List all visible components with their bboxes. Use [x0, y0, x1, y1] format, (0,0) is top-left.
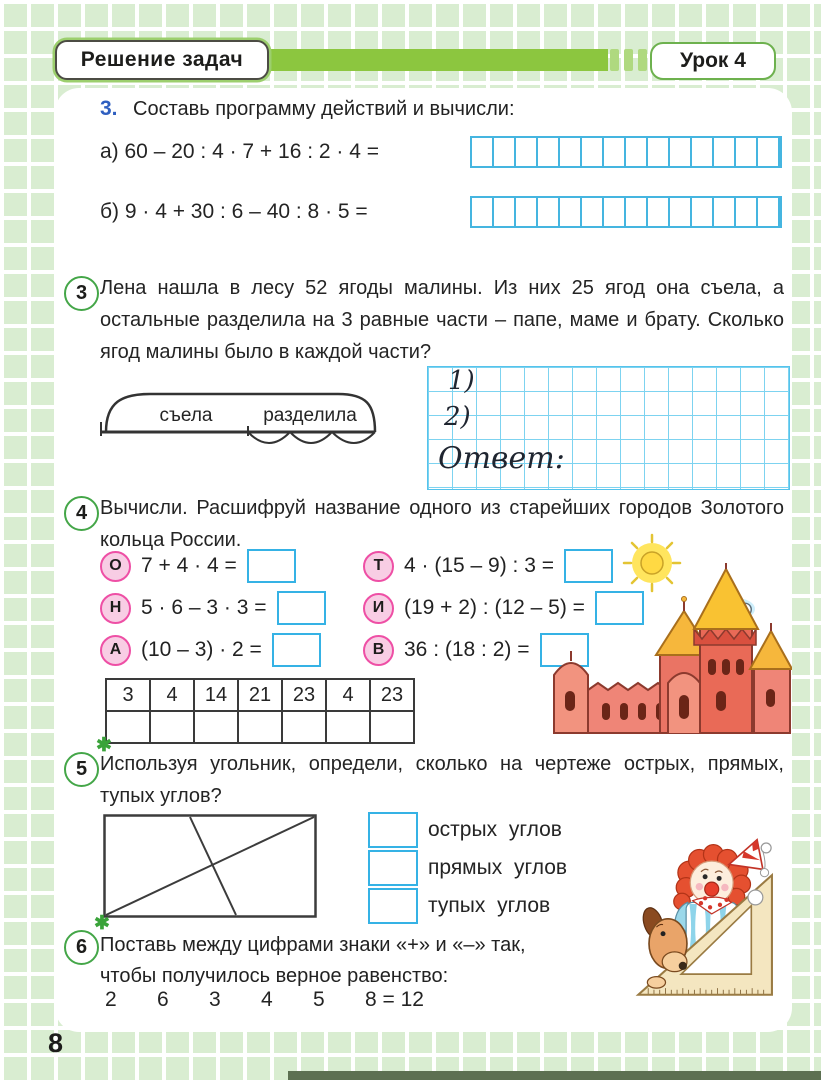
equation-row [100, 591, 326, 625]
answer-box-A[interactable] [272, 633, 321, 667]
table-answer-cell[interactable] [150, 711, 194, 743]
task5-number-circle [64, 752, 99, 787]
table-answer-cell[interactable] [106, 711, 150, 743]
decode-table [105, 678, 415, 744]
diagram-label-divided: разделила [263, 405, 357, 426]
header-dash-icon [624, 49, 633, 71]
task3-number: 3. [100, 97, 118, 120]
table-cell: 4 [326, 679, 370, 711]
letter-badge-I: И [363, 593, 394, 624]
page-number: 8 [48, 1028, 64, 1058]
sequence-number: 2 [105, 988, 117, 1011]
angles-drawing [103, 814, 317, 918]
handwritten-answer-label: Ответ: [438, 441, 565, 476]
equation-T: 4 · (15 – 9) : 3 = [404, 554, 554, 577]
sequence-number: 5 [313, 988, 325, 1011]
acute-angles-box[interactable] [368, 812, 418, 848]
obtuse-angles-label: тупых углов [428, 894, 551, 917]
task5-number: 5 [75, 758, 88, 780]
answer-cells-strip-a[interactable] [470, 136, 782, 168]
task6-text [100, 930, 610, 992]
sequence-number: 4 [261, 988, 273, 1011]
letter-badge-A: А [100, 635, 131, 666]
task6-text-line1: Поставь между цифрами знаки «+» и «–» так, [100, 934, 526, 956]
table-cell: 14 [194, 679, 238, 711]
table-answer-cell[interactable] [282, 711, 326, 743]
asterisk-icon: ✱ [94, 913, 110, 934]
asterisk-icon: ✱ [96, 735, 112, 756]
header-dash-icon [610, 49, 619, 71]
decode-table-values-row [106, 679, 414, 711]
letter-badge-V: В [363, 635, 394, 666]
decode-table-answer-row [106, 711, 414, 743]
task6-number-sequence[interactable] [105, 988, 424, 1012]
berries-bar-diagram [98, 386, 383, 450]
letter-badge-O: О [100, 551, 131, 582]
task3-word-text: Лена нашла в лесу 52 ягоды малины. Из них 25 ягод она съела, а остальные разделила на 3 равные части – папе, маме и брату. Сколько ягод малины было в каждой части? [100, 277, 784, 363]
handwritten-step2: 2) [444, 402, 471, 432]
task6-number: 6 [75, 936, 88, 958]
task6-number-circle [64, 930, 99, 965]
equation-N: 5 · 6 – 3 · 3 = [141, 596, 267, 619]
clown-illustration [628, 838, 788, 1003]
answer-box-N[interactable] [277, 591, 326, 625]
equation-V: 36 : (18 : 2) = [404, 638, 530, 661]
diagram-label-eaten: съела [159, 405, 213, 426]
right-angles-box[interactable] [368, 850, 418, 886]
section-title: Решение задач [80, 48, 244, 71]
section-title-box [55, 40, 269, 80]
scan-edge-strip [288, 1071, 821, 1080]
acute-angles-label: острых углов [428, 818, 562, 841]
task3-word-number-circle [64, 276, 99, 311]
task5-text: Используя угольник, определи, сколько на чертеже острых, прямых, тупых углов? [100, 753, 784, 807]
task6-text-line2: чтобы получилось верное равенство: [100, 965, 449, 987]
task4-text: Вычисли. Расшифруй название одного из старейших городов Золотого кольца России. [100, 497, 784, 551]
table-answer-cell[interactable] [194, 711, 238, 743]
expression-b: б) 9 · 4 + 30 : 6 – 40 : 8 · 5 = [100, 200, 368, 223]
equation-I: (19 + 2) : (12 – 5) = [404, 596, 585, 619]
table-answer-cell[interactable] [238, 711, 282, 743]
task4-number: 4 [75, 502, 88, 524]
sequence-number: 3 [209, 988, 221, 1011]
sequence-result: 8 = 12 [365, 988, 424, 1011]
lesson-box [650, 42, 776, 80]
table-cell: 21 [238, 679, 282, 711]
castle-illustration [548, 563, 792, 735]
table-cell: 23 [370, 679, 414, 711]
sequence-number: 6 [157, 988, 169, 1011]
table-answer-cell[interactable] [370, 711, 414, 743]
table-cell: 3 [106, 679, 150, 711]
answer-cells-strip-b[interactable] [470, 196, 782, 228]
equation-row [100, 633, 321, 667]
table-answer-cell[interactable] [326, 711, 370, 743]
task4-number-circle [64, 496, 99, 531]
table-cell: 4 [150, 679, 194, 711]
answer-box-O[interactable] [247, 549, 296, 583]
expression-a: а) 60 – 20 : 4 · 7 + 16 : 2 · 4 = [100, 140, 380, 163]
lesson-label: Урок 4 [680, 49, 746, 72]
table-cell: 23 [282, 679, 326, 711]
task3-title: Составь программу действий и вычисли: [133, 98, 515, 120]
equation-O: 7 + 4 · 4 = [141, 554, 237, 577]
letter-badge-N: Н [100, 593, 131, 624]
obtuse-angles-box[interactable] [368, 888, 418, 924]
letter-badge-T: Т [363, 551, 394, 582]
task3-word-number: 3 [75, 282, 88, 304]
right-angles-label: прямых углов [428, 856, 568, 879]
equation-row [100, 549, 296, 583]
handwritten-step1: 1) [448, 366, 475, 396]
equation-A: (10 – 3) · 2 = [141, 638, 262, 661]
header-dash-icon [638, 49, 647, 71]
